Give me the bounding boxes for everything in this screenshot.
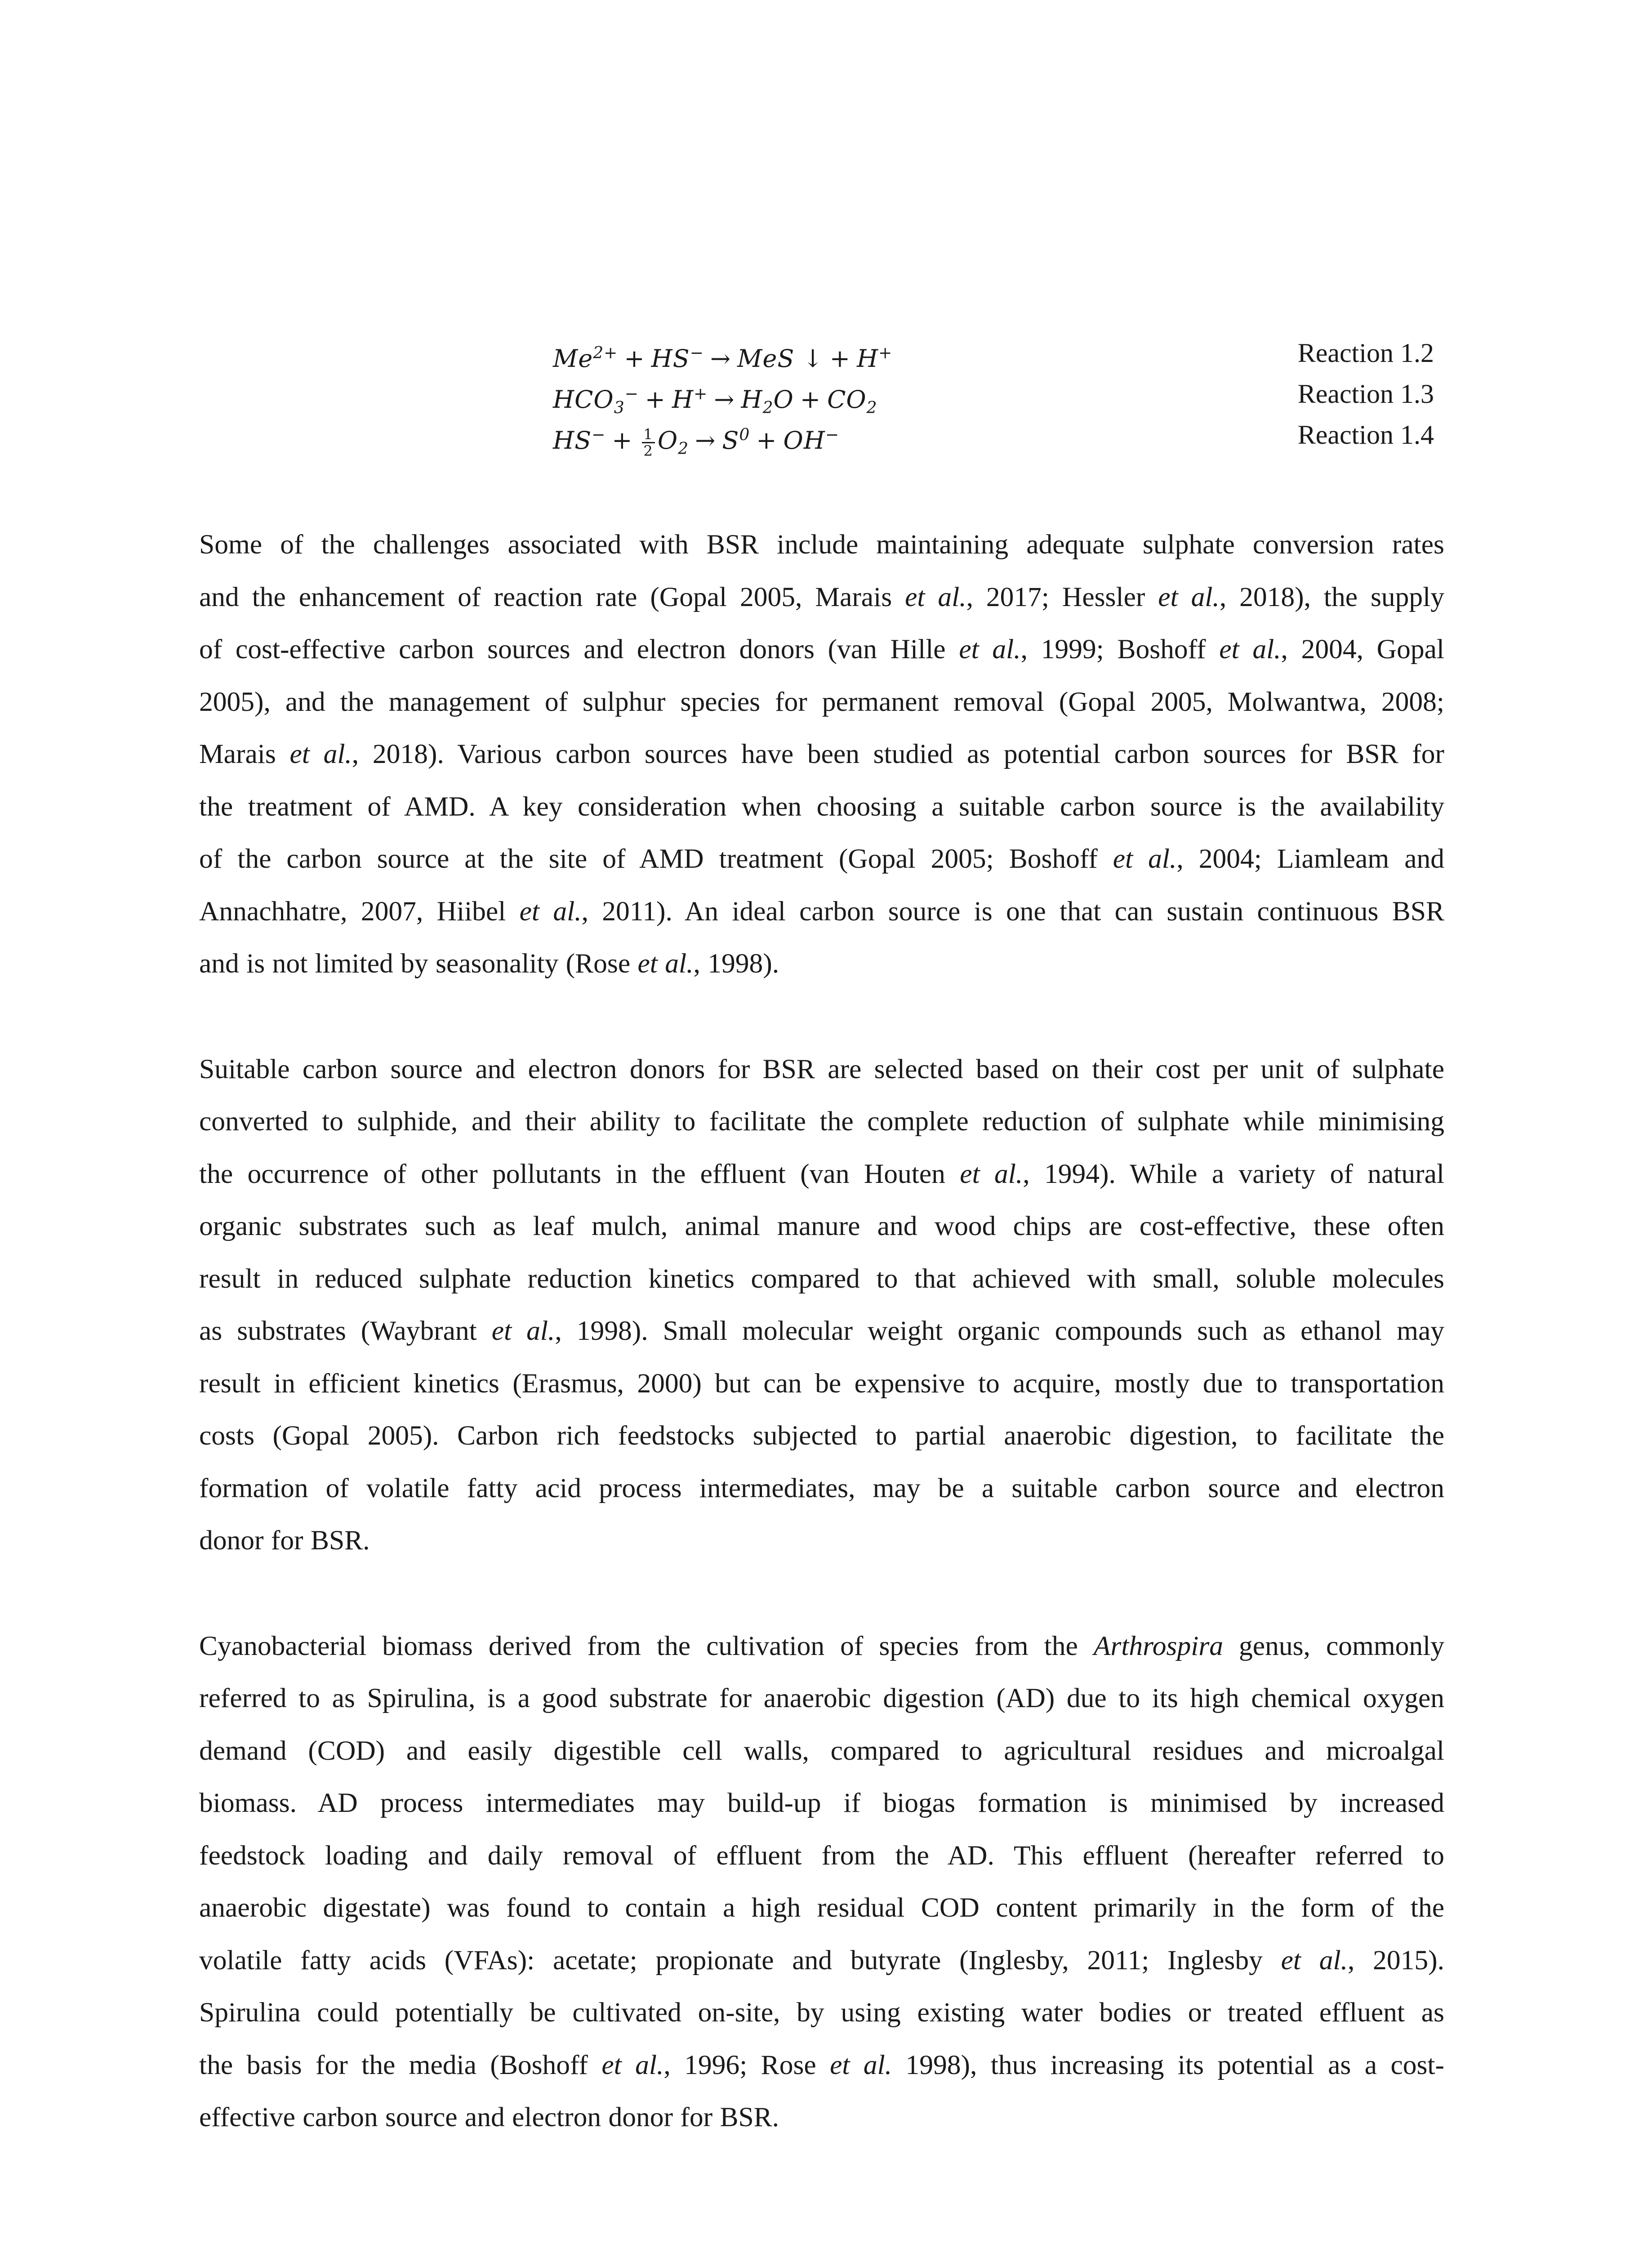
- reaction-equation: HS− + $\frac{1}{2}$ $O_2 \to S^0 + OH^-$: [553, 425, 840, 459]
- paragraph: [199, 518, 1444, 990]
- text-line: effective carbon source and electron donor for BSR.: [199, 2102, 779, 2132]
- text-line: 2005), and the management of sulphur species for permanent removal (Gopal 2005, Molwantwa, 2008;: [199, 686, 1444, 717]
- text-line: volatile fatty acids (VFAs): acetate; propionate and butyrate (Inglesby, 2011; Inglesby et al., 2015).: [199, 1945, 1444, 1976]
- reaction-equation: $Me^{2+} + HS^-$ → MeS ↓ + H+: [553, 344, 893, 373]
- text-line: biomass. AD process intermediates may build-up if biogas formation is minimised by increased: [199, 1788, 1444, 1818]
- text-line: of the carbon source at the site of AMD treatment (Gopal 2005; Boshoff et al., 2004; Liamleam and: [199, 843, 1444, 874]
- text-line: anaerobic digestate) was found to contain a high residual COD content primarily in the form of the: [199, 1892, 1444, 1923]
- text-line: feedstock loading and daily removal of effluent from the AD. This effluent (hereafter referred to: [199, 1840, 1444, 1871]
- text-line: and is not limited by seasonality (Rose et al., 1998).: [199, 948, 779, 979]
- text-line: result in reduced sulphate reduction kinetics compared to that achieved with small, soluble molecules: [199, 1263, 1444, 1294]
- text-line: the basis for the media (Boshoff et al., 1996; Rose et al. 1998), thus increasing its potential as a cost-: [199, 2049, 1444, 2080]
- text-line: Suitable carbon source and electron donors for BSR are selected based on their cost per unit of sulphate: [199, 1053, 1444, 1084]
- reaction-row: [553, 374, 1434, 415]
- text-line: organic substrates such as leaf mulch, animal manure and wood chips are cost-effective, these often: [199, 1211, 1444, 1241]
- text-line: and the enhancement of reaction rate (Gopal 2005, Marais et al., 2017; Hessler et al., 2018), the supply: [199, 581, 1444, 612]
- text-line: Spirulina could potentially be cultivated on-site, by using existing water bodies or treated effluent as: [199, 1997, 1444, 2028]
- reaction-label: Reaction 1.3: [1297, 379, 1434, 409]
- body-text: [199, 518, 1444, 2197]
- reaction-block: [553, 333, 1434, 459]
- text-line: demand (COD) and easily digestible cell walls, compared to agricultural residues and microalgal: [199, 1735, 1444, 1766]
- fraction: $\frac{1}{2}$: [642, 427, 655, 459]
- paragraph: [199, 1620, 1444, 2144]
- reaction-label: Reaction 1.4: [1297, 420, 1434, 450]
- text-line: as substrates (Waybrant et al., 1998). Small molecular weight organic compounds such as ethanol may: [199, 1316, 1444, 1346]
- text-line: referred to as Spirulina, is a good substrate for anaerobic digestion (AD) due to its high chemical oxygen: [199, 1683, 1444, 1713]
- text-line: converted to sulphide, and their ability to facilitate the complete reduction of sulphate while minimising: [199, 1106, 1444, 1137]
- text-line: formation of volatile fatty acid process intermediates, may be a suitable carbon source and electron: [199, 1472, 1444, 1503]
- text-line: costs (Gopal 2005). Carbon rich feedstocks subjected to partial anaerobic digestion, to facilitate the: [199, 1420, 1444, 1451]
- text-line: donor for BSR.: [199, 1525, 370, 1556]
- paragraph: [199, 1043, 1444, 1567]
- reaction-row: [553, 333, 1434, 374]
- text-line: result in efficient kinetics (Erasmus, 2000) but can be expensive to acquire, mostly due to transportation: [199, 1368, 1444, 1399]
- text-line: Cyanobacterial biomass derived from the cultivation of species from the Arthrospira genus, commonly: [199, 1630, 1444, 1661]
- text-line: of cost-effective carbon sources and electron donors (van Hille et al., 1999; Boshoff et al., 2004, Gopal: [199, 634, 1444, 665]
- reaction-equation: $HCO_3^- + H^+ \to H_2O + CO_2$: [553, 385, 877, 417]
- text-line: Marais et al., 2018). Various carbon sources have been studied as potential carbon sources for BSR for: [199, 739, 1444, 769]
- text-line: the treatment of AMD. A key consideration when choosing a suitable carbon source is the availability: [199, 791, 1444, 822]
- text-line: the occurrence of other pollutants in the effluent (van Houten et al., 1994). While a variety of natural: [199, 1158, 1444, 1189]
- reaction-label: Reaction 1.2: [1297, 338, 1434, 368]
- text-line: Some of the challenges associated with BSR include maintaining adequate sulphate conversion rates: [199, 529, 1444, 560]
- text-line: Annachhatre, 2007, Hiibel et al., 2011). An ideal carbon source is one that can sustain continuous BSR: [199, 896, 1444, 927]
- reaction-row: [553, 415, 1434, 459]
